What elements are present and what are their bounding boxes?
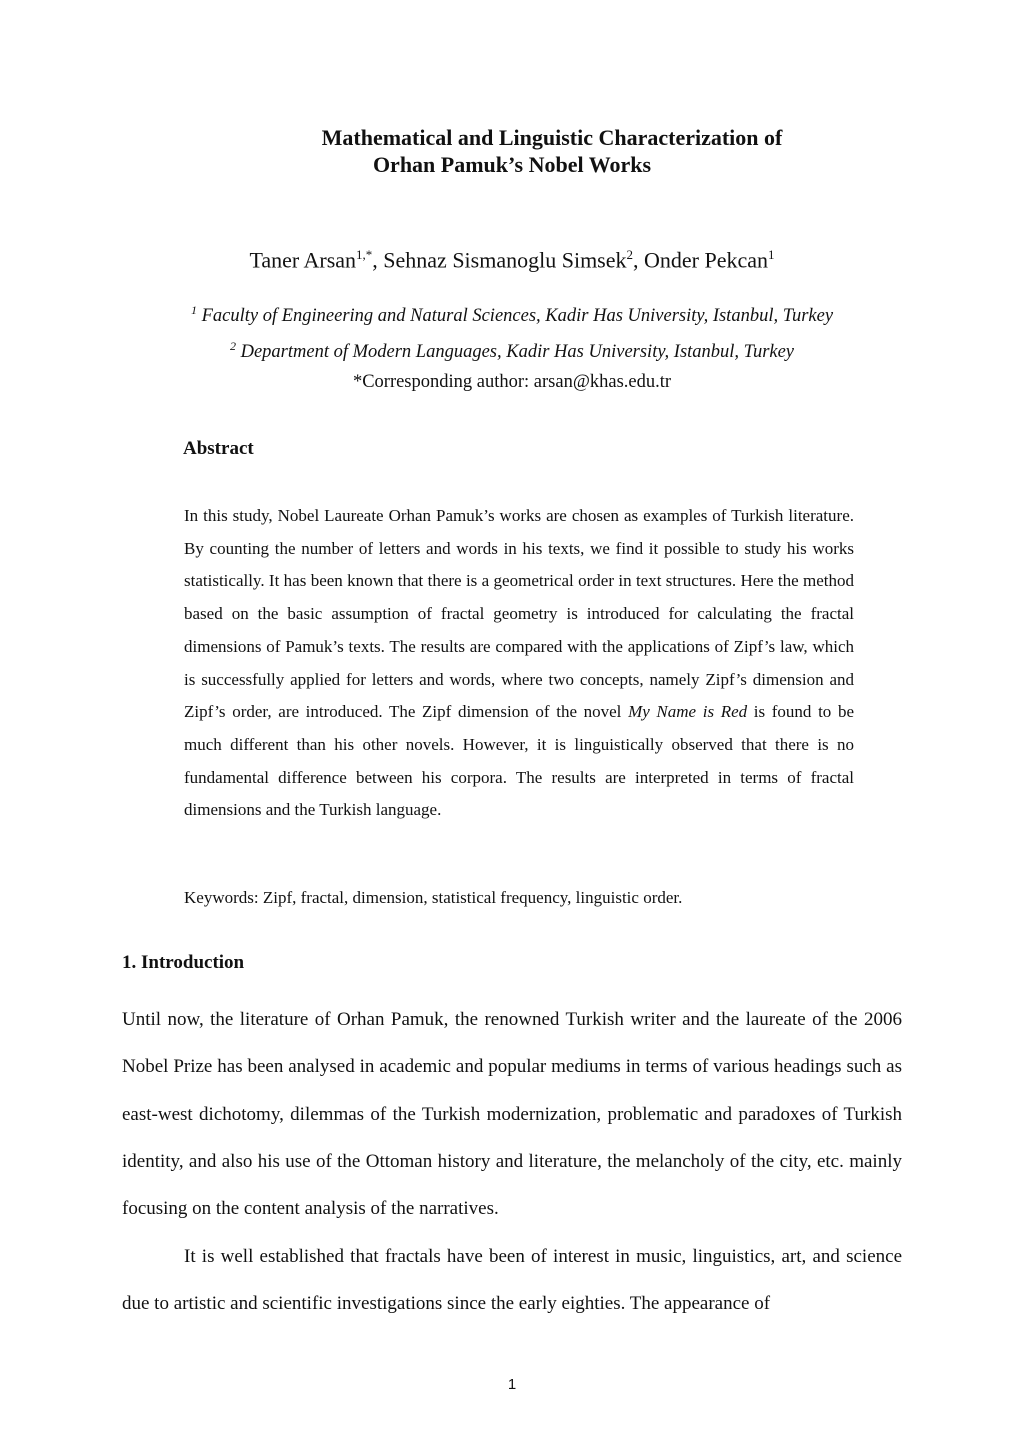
abstract-heading: Abstract <box>183 438 254 459</box>
section-heading: 1. Introduction <box>122 952 245 973</box>
author-list <box>0 240 1024 275</box>
paper-title-line-2: Orhan Pamuk’s Nobel Works <box>372 152 652 177</box>
paper-title-line-1: Mathematical and Linguistic Characterization of <box>321 125 783 150</box>
paragraph: It is well established that fractals have been of interest in music, linguistics, art, and science due to artistic and scientific investigations since the early eighties. The appearance of <box>122 1246 902 1315</box>
abstract-text: is found to be much different than his other novels. However, it is linguistically observed that there is no fundamental difference between his corpora. The results are interpreted in terms of fractal dimensions and the Turkish language. <box>184 702 854 820</box>
affiliation-2 <box>0 333 1024 365</box>
page-number: 1 <box>507 1376 517 1393</box>
affiliation-1 <box>0 297 1024 329</box>
abstract-text: In this study, Nobel Laureate Orhan Pamuk’s works are chosen as examples of Turkish literature. By counting the number of letters and words in his texts, we find it possible to study his works statistically. It has been known that there is a geometrical order in text structures. Here the method based on the basic assumption of fractal geometry is introduced for calculating the fractal dimensions of Pamuk’s texts. The results are compared with the applications of Zipf’s law, which is successfully applied for letters and words, where two concepts, namely Zipf’s dimension and Zipf’s order, are introduced. The Zipf dimension of the novel <box>184 506 854 722</box>
paragraph: Until now, the literature of Orhan Pamuk, the renowned Turkish writer and the laureate of the 2006 Nobel Prize has been analysed in academic and popular mediums in terms of various headings such as east-west dichotomy, dilemmas of the Turkish modernization, problematic and paradoxes of Turkish identity, and also his use of the Ottoman history and literature, the melancholy of the city, etc. mainly focusing on the content analysis of the narratives. <box>122 1009 902 1220</box>
affiliation-text: Faculty of Engineering and Natural Sciences, Kadir Has University, Istanbul, Turkey <box>196 306 834 327</box>
affiliation-text: Department of Modern Languages, Kadir Has University, Istanbul, Turkey <box>235 342 795 363</box>
affiliation-mark: 1 <box>190 303 197 317</box>
author-name: Onder Pekcan <box>644 247 769 273</box>
author-name: Sehnaz Sismanoglu Simsek <box>383 247 627 273</box>
author-separator: , <box>633 247 645 273</box>
abstract-body <box>184 500 854 827</box>
author-affiliation-mark: 1 <box>768 247 775 262</box>
author-name: Taner Arsan <box>249 247 357 273</box>
novel-title: My Name is Red <box>628 702 748 722</box>
author-separator: , <box>372 247 384 273</box>
author-affiliation-mark: 1,* <box>356 247 373 262</box>
affiliation-mark: 2 <box>229 339 236 353</box>
author-affiliation-mark: 2 <box>626 247 634 262</box>
keywords: Keywords: Zipf, fractal, dimension, statistical frequency, linguistic order. <box>184 888 683 907</box>
corresponding-author: *Corresponding author: arsan@khas.edu.tr <box>352 372 672 392</box>
